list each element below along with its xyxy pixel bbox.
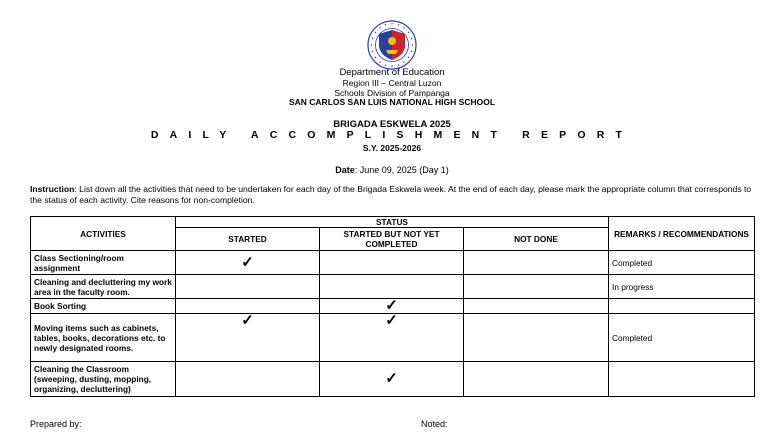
accomplishment-table bbox=[30, 216, 755, 397]
header-started-not-completed: STARTED BUT NOT YET COMPLETED bbox=[320, 228, 464, 251]
started-cell bbox=[176, 251, 320, 275]
activity-cell: Moving items such as cabinets, tables, books, decorations etc. to newly designated rooms. bbox=[31, 314, 176, 362]
remarks-cell: In progress bbox=[609, 275, 755, 299]
header-activities: ACTIVITIES bbox=[31, 217, 176, 251]
noted-label: Noted: bbox=[421, 419, 448, 429]
not-done-cell bbox=[464, 362, 609, 397]
date-value: : June 09, 2025 (Day 1) bbox=[354, 165, 449, 175]
started-cell bbox=[176, 275, 320, 299]
check-mark-icon: ✓ bbox=[241, 253, 254, 271]
check-mark-icon: ✓ bbox=[385, 297, 398, 314]
department-name: Department of Education bbox=[339, 67, 445, 78]
not-done-cell bbox=[464, 275, 609, 299]
activity-cell: Book Sorting bbox=[31, 299, 176, 314]
remarks-cell: Completed bbox=[609, 251, 755, 275]
header-remarks: REMARKS / RECOMMENDATIONS bbox=[609, 217, 755, 251]
in-progress-cell bbox=[320, 362, 464, 397]
date-label: Date bbox=[335, 165, 355, 175]
remarks-cell bbox=[609, 362, 755, 397]
table-row bbox=[31, 251, 755, 275]
not-done-cell bbox=[464, 251, 609, 275]
in-progress-cell bbox=[320, 314, 464, 362]
instruction-text: : List down all the activities that need to be undertaken for each day of the Brigada Eskwela week. At the end of each day, please mark the appropriate column that corresponds to the status of each activity. Cite reasons for non-completion. bbox=[30, 184, 752, 205]
check-mark-icon: ✓ bbox=[241, 312, 254, 329]
not-done-cell bbox=[464, 299, 609, 314]
school-year: S.Y. 2025-2026 bbox=[362, 143, 422, 153]
not-done-cell bbox=[464, 314, 609, 362]
table-row bbox=[31, 314, 755, 362]
check-mark-icon: ✓ bbox=[385, 312, 398, 329]
in-progress-cell bbox=[320, 275, 464, 299]
program-title: BRIGADA ESKWELA 2025 bbox=[333, 119, 451, 130]
in-progress-cell bbox=[320, 251, 464, 275]
region-name: Region III – Central Luzon bbox=[342, 78, 442, 88]
started-cell bbox=[176, 314, 320, 362]
activity-cell: Cleaning the Classroom (sweeping, dusting, mopping, organizing, decluttering) bbox=[31, 362, 176, 397]
activity-cell: Class Sectioning/room assignment bbox=[31, 251, 176, 275]
check-mark-icon: ✓ bbox=[385, 370, 398, 387]
school-name: SAN CARLOS SAN LUIS NATIONAL HIGH SCHOOL bbox=[288, 97, 496, 107]
remarks-cell bbox=[609, 299, 755, 314]
remarks-cell: Completed bbox=[609, 314, 755, 362]
division-name: Schools Division of Pampanga bbox=[334, 88, 450, 98]
report-title: DAILY ACCOMPLISHMENT REPORT bbox=[150, 129, 634, 141]
header-started: STARTED bbox=[176, 228, 320, 251]
prepared-by-label: Prepared by: bbox=[30, 419, 82, 429]
header-not-done: NOT DONE bbox=[464, 228, 609, 251]
report-date bbox=[0, 165, 784, 175]
instruction-paragraph bbox=[30, 184, 760, 206]
activity-cell: Cleaning and decluttering my work area in the faculty room. bbox=[31, 275, 176, 299]
instruction-label: Instruction bbox=[30, 184, 75, 194]
started-cell bbox=[176, 362, 320, 397]
header-status: STATUS bbox=[176, 217, 609, 228]
table-row bbox=[31, 275, 755, 299]
deped-seal-logo bbox=[367, 20, 417, 70]
table-row bbox=[31, 362, 755, 397]
